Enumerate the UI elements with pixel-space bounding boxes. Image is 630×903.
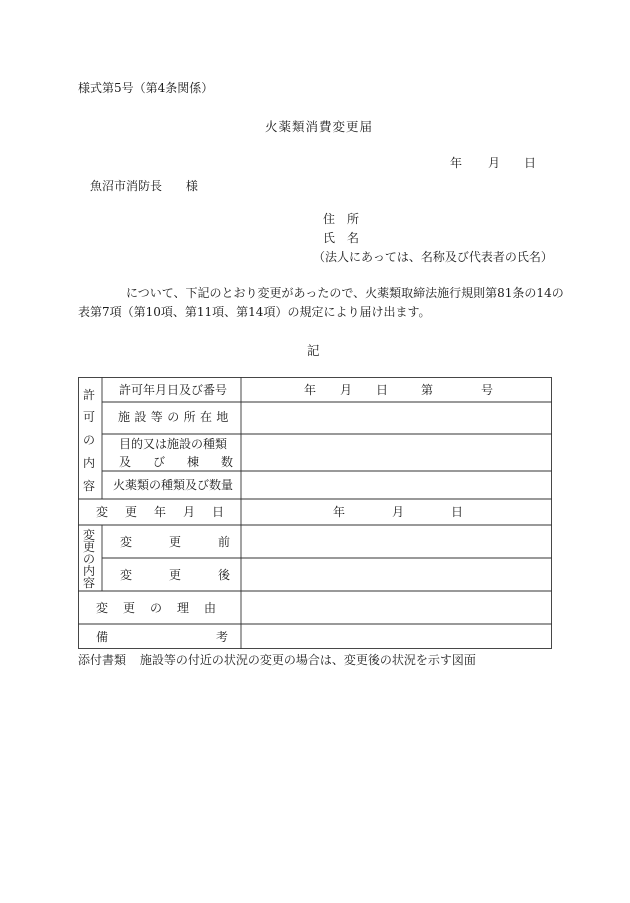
form-number: 様式第5号（第4条関係） xyxy=(78,81,214,95)
permit-char-2: 可 xyxy=(83,410,96,424)
change-char-5: 容 xyxy=(83,576,96,590)
after-change-label: 変更後 xyxy=(120,568,268,582)
body-line-2: 表第7項（第10項、第11項、第14項）の規定により届け出ます。 xyxy=(78,305,431,319)
change-month-label: 月 xyxy=(392,505,405,519)
date-month-label: 月 xyxy=(488,156,501,170)
change-year-label: 年 xyxy=(333,505,346,519)
change-day-label: 日 xyxy=(451,505,464,519)
permit-date-number-label: 許可年月日及び番号 xyxy=(119,383,228,397)
permit-char-5: 容 xyxy=(83,479,96,493)
permit-dai-label: 第 xyxy=(421,383,434,397)
permit-year-label: 年 xyxy=(304,383,317,397)
remarks-label: 備考 xyxy=(96,630,337,644)
facility-location-label: 施設等の所在地 xyxy=(118,410,233,424)
change-date-label: 変更年月日 xyxy=(96,505,242,519)
permit-go-label: 号 xyxy=(481,383,494,397)
change-reason-label: 変更の理由 xyxy=(96,601,232,615)
notification-table xyxy=(78,377,552,649)
permit-char-4: 内 xyxy=(83,456,96,470)
addressee xyxy=(90,180,198,192)
addressee-honorific: 様 xyxy=(185,179,198,193)
addressee-name: 魚沼市消防長 xyxy=(90,179,163,193)
permit-month-label: 月 xyxy=(340,383,353,397)
attachment-line xyxy=(78,654,476,666)
corporation-note: （法人にあっては、名称及び代表者の氏名） xyxy=(313,250,553,264)
permit-day-label: 日 xyxy=(376,383,389,397)
permit-char-1: 許 xyxy=(83,388,96,402)
change-char-4: 内 xyxy=(83,564,96,578)
document-title: 火薬類消費変更届 xyxy=(265,119,374,134)
permit-char-3: の xyxy=(83,433,96,447)
explosive-kind-label: 火薬類の種類及び数量 xyxy=(113,478,234,492)
attachment-label: 添付書類 xyxy=(78,653,127,667)
before-change-label: 変更前 xyxy=(120,535,268,549)
date-day-label: 日 xyxy=(524,156,537,170)
name-label: 氏 名 xyxy=(323,231,360,245)
body-line-1: について、下記のとおり変更があったので、火薬類取締法施行規則第81条の14の xyxy=(126,286,564,300)
change-char-2: 更 xyxy=(83,540,96,554)
date-year-label: 年 xyxy=(450,156,463,170)
attachment-text: 施設等の付近の状況の変更の場合は、変更後の状況を示す図面 xyxy=(139,653,476,667)
change-char-3: の xyxy=(83,552,96,566)
ki-heading: 記 xyxy=(307,343,320,358)
purpose-label-line-1: 目的又は施設の種類 xyxy=(119,437,228,451)
change-char-1: 変 xyxy=(83,528,96,542)
address-label: 住 所 xyxy=(323,212,360,226)
purpose-label-line-2: 及び棟数 xyxy=(119,455,256,469)
